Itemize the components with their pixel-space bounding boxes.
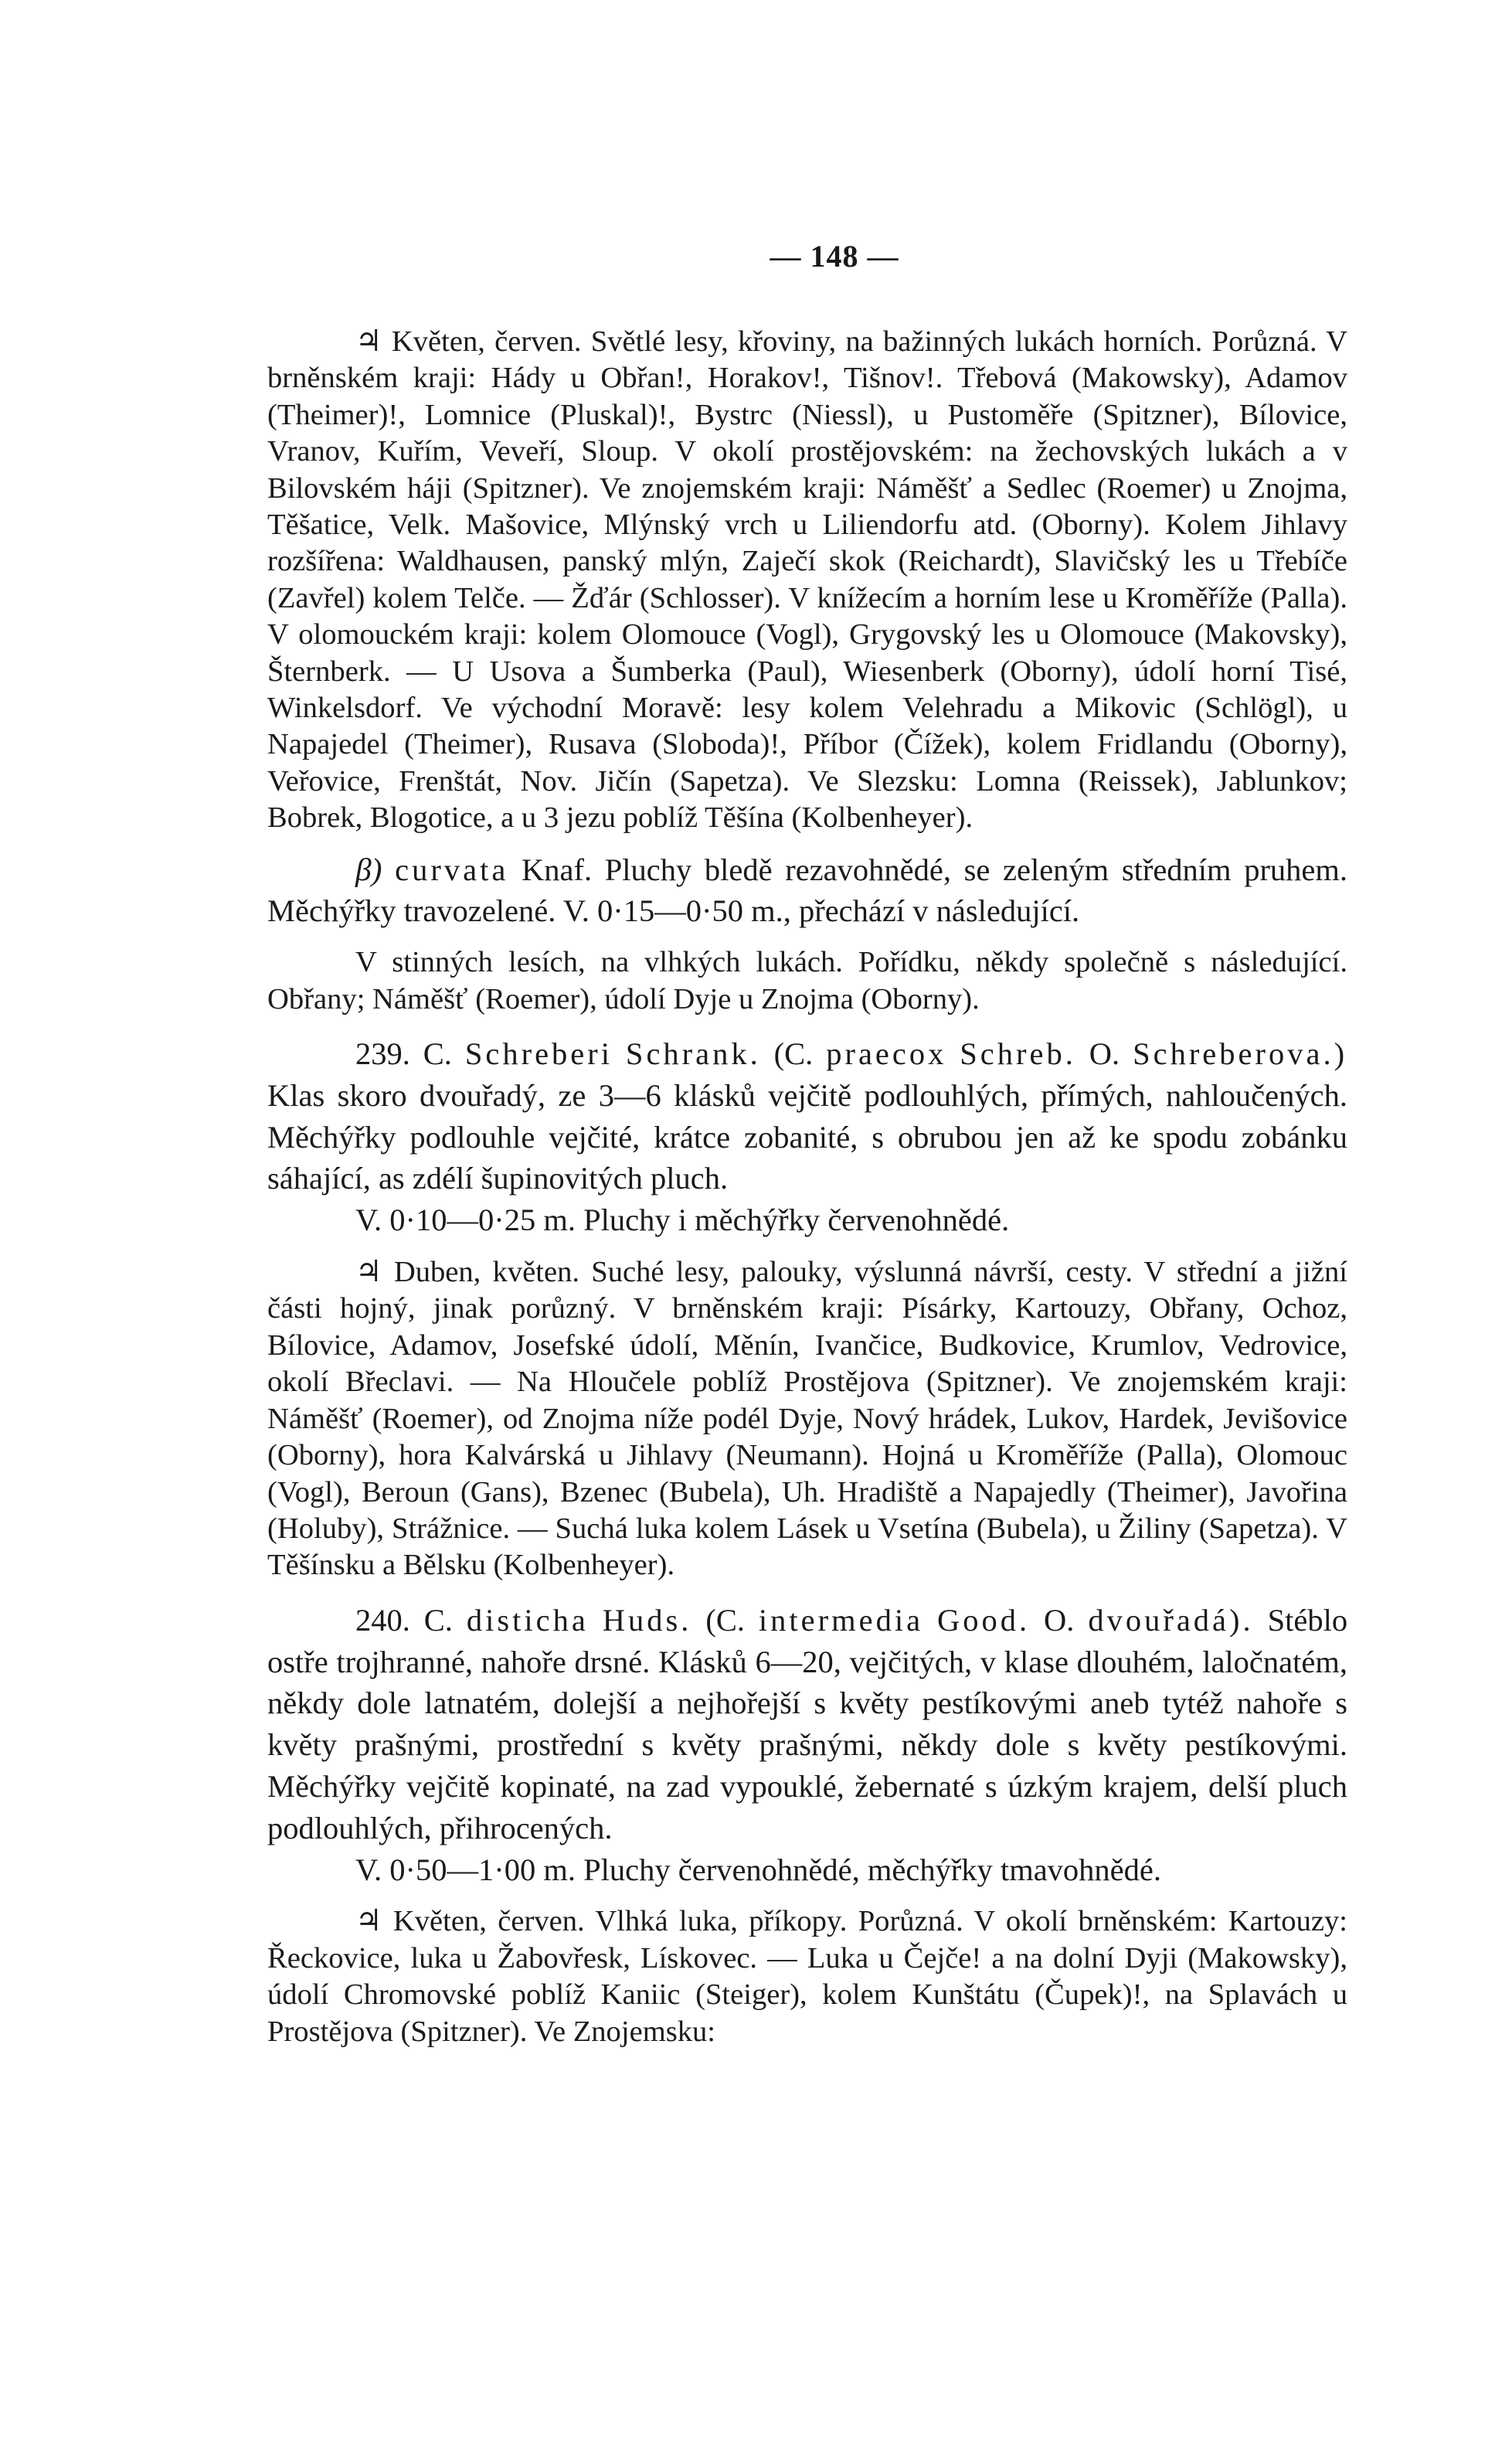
- czech-genus: O.: [1044, 1602, 1075, 1638]
- czech-genus: O.: [1089, 1036, 1120, 1072]
- species-description: Stéblo ostře trojhranné, nahoře drsné. Klásků 6—20, vejčitých, v klase dlouhém, laločnatém, někdy dole latnatém, dolejší a nejhořejší s květy pestíkovými aneb tytéž nahoře s květy prašnými, prostřední s květy prašnými, někdy dole s květy pestíkovými. Měchýřky vejčitě kopinaté, na zad vypouklé, žebernaté s úzkým krajem, delší pluch podlouhlých, přihrocených.: [267, 1602, 1348, 1845]
- species-entry-240: [267, 1600, 1347, 1849]
- synonym-open: (C.: [773, 1036, 814, 1072]
- paragraph-text: Duben, květen. Suché lesy, palouky, výslunná návrší, cesty. V střední a jižní části hojný, jinak porůzný. V brněnském kraji: Písárky, Kartouzy, Obřany, Ochoz, Bílovice, Adamov, Josefské údolí, Měnín, Ivančice, Budkovice, Krumlov, Vedrovice, okolí Břeclavi. — Na Hloučele poblíž Prostějova (Spitzner). Ve znojemském kraji: Náměšť (Roemer), od Znojma níže podél Dyje, Nový hrádek, Lukov, Hardek, Jevišovice (Oborny), hora Kalvárská u Jihlavy (Neumann). Hojná u Kroměříže (Palla), Olomouc (Vogl), Beroun (Gans), Bzenec (Bubela), Uh. Hradiště a Napajedly (Theimer), Javořina (Holuby), Strážnice. — Suchá luka kolem Lásek u Vsetína (Bubela), u Žiliny (Sapetza). V Těšínsku a Bělsku (Kolbenheyer).: [267, 1256, 1347, 1582]
- paragraph-text: Květen, červen. Vlhká luka, příkopy. Porůzná. V okolí brněnském: Kartouzy: Řeckovice, luka u Žabovřesk, Lískovec. — Luka u Čejče! a na dolní Dyji (Makowsky), údolí Chromovské poblíž Kaniic (Steiger), kolem Kunštátu (Čupek)!, na Splavách u Prostějova (Spitzner). Ve Znojemsku:: [267, 1905, 1347, 2048]
- czech-name: dvouřadá).: [1088, 1602, 1254, 1638]
- greek-label: β): [355, 851, 382, 887]
- paragraph-text: V. 0·50—1·00 m. Pluchy červenohnědé, měchýřky tmavohnědé.: [355, 1852, 1161, 1887]
- species-entry-239: [267, 1033, 1347, 1199]
- species-author: Huds.: [602, 1602, 692, 1638]
- variety-name: curvata: [395, 852, 509, 887]
- perennial-symbol: ♃: [355, 1903, 382, 1939]
- synonym-name: intermedia: [758, 1602, 924, 1638]
- species-number: 240. C.: [355, 1602, 453, 1638]
- synonym-name: praecox: [826, 1036, 947, 1072]
- species-author: Schrank.: [625, 1036, 761, 1072]
- paragraph-distribution-240: [267, 1903, 1347, 2050]
- text-body: [267, 323, 1347, 2050]
- variety-author: Knaf.: [521, 852, 593, 887]
- synonym-open: (C.: [705, 1602, 745, 1638]
- paragraph-text: Květen, červen. Světlé lesy, křoviny, na bažinných lukách horních. Porůzná. V brněnském kraji: Hády u Obřan!, Horakov!, Tišnov!. Třebová (Makowsky), Adamov (Theimer)!, Lomnice (Pluskal)!, Bystrc (Niessl), u Pustoměře (Spitzner), Bílovice, Vranov, Kuřím, Veveří, Sloup. V okolí prostějovském: na žechovských lukách a v Bilovském háji (Spitzner). Ve znojemském kraji: Náměšť a Sedlec (Roemer) u Znojma, Těšatice, Velk. Mašovice, Mlýnský vrch u Liliendorfu atd. (Oborny). Kolem Jihlavy rozšířena: Waldhausen, panský mlýn, Zaječí skok (Reichardt), Slavičský les u Třebíče (Zavřel) kolem Telče. — Žďár (Schlosser). V knížecím a horním lese u Kroměříže (Palla). V olomouckém kraji: kolem Olomouce (Vogl), Grygovský les u Olomouce (Makovsky), Šternberk. — U Usova a Šumberka (Paul), Wiesenberk (Oborny), údolí horní Tisé, Winkelsdorf. Ve východní Moravě: lesy kolem Velehradu a Mikovic (Schlögl), u Napajedel (Theimer), Rusava (Sloboda)!, Příbor (Čížek), kolem Fridlandu (Oborny), Veřovice, Frenštát, Nov. Jičín (Sapetza). Ve Slezsku: Lomna (Reissek), Jablunkov; Bobrek, Blogotice, a u 3 jezu poblíž Těšína (Kolbenheyer).: [267, 325, 1347, 835]
- czech-name: Schreberova.): [1133, 1036, 1348, 1072]
- paragraph-measurement-239: [267, 1199, 1347, 1241]
- paragraph-text: V. 0·10—0·25 m. Pluchy i měchýřky červenohnědé.: [355, 1202, 1010, 1238]
- perennial-symbol: ♃: [355, 324, 382, 359]
- paragraph-habitat: [267, 944, 1347, 1018]
- synonym-author: Good.: [936, 1602, 1031, 1638]
- paragraph-variety-curvata: [267, 849, 1347, 933]
- species-name: disticha: [466, 1602, 589, 1638]
- perennial-symbol: ♃: [355, 1254, 382, 1290]
- paragraph-flowering-distribution: [267, 323, 1347, 837]
- paragraph-distribution-239: [267, 1253, 1347, 1584]
- paragraph-text: Pluchy bledě rezavohnědé, se zeleným středním pruhem. Měchýřky travozelené. V. 0·15—0·50 m., přechází v následující.: [267, 852, 1348, 929]
- paragraph-measurement-240: [267, 1849, 1347, 1891]
- species-number: 239. C.: [355, 1036, 452, 1072]
- page-number: — 148 —: [770, 239, 899, 274]
- species-name: Schreberi: [464, 1036, 613, 1072]
- paragraph-text: V stinných lesích, na vlhkých lukách. Pořídku, někdy společně s následující. Obřany; Náměšť (Roemer), údolí Dyje u Znojma (Oborny).: [267, 946, 1347, 1015]
- species-description: Klas skoro dvouřadý, ze 3—6 klásků vejčitě podlouhlých, přímých, nahloučených. Měchýřky podlouhle vejčité, krátce zobanité, s obrubou jen až ke spodu zobánku sáhající, as zdélí šupinovitých pluch.: [267, 1077, 1347, 1196]
- synonym-author: Schreb.: [960, 1036, 1076, 1072]
